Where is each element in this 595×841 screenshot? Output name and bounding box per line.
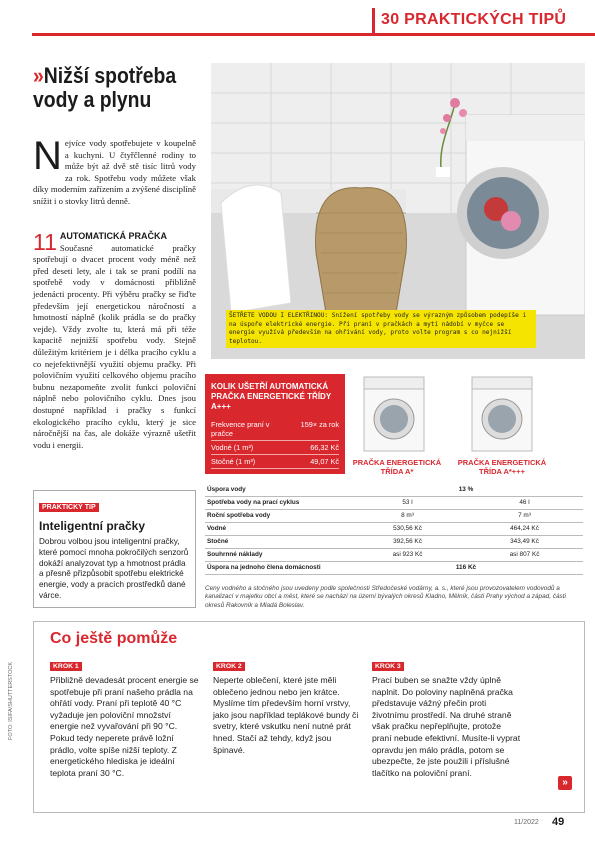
- table-row: [205, 509, 583, 522]
- step-1: [50, 655, 200, 779]
- step-tag: KROK 2: [213, 662, 245, 671]
- tip-tag: PRAKTICKÝ TIP: [39, 503, 99, 512]
- table-row: [205, 483, 583, 496]
- savings-row-label: Vodné (1 m³): [211, 443, 254, 452]
- issue-number: 11/2022: [514, 819, 539, 826]
- header-rule: [32, 33, 595, 36]
- intro-paragraph: [33, 134, 196, 208]
- table-row-label: Spotřeba vody na prací cyklus: [205, 496, 349, 509]
- step-text: Přibližně devadesát procent energie se spotřebuje při praní našeho prádla na ohřátí vody. Praní při teplotě 40 °C vyžaduje jen poloviční množství energie než vyvařování při 90 °C. Pokud tedy neperete právě ložní prádlo, volte spíše nižší teploty. Z energetického hlediska je ideální teplota praní 30 °C.: [50, 675, 199, 778]
- table-cell-b: 46 l: [466, 496, 583, 509]
- washer-a-label: PRAČKA ENERGETICKÁ TŘÍDA A*: [352, 458, 442, 476]
- practical-tip-box: [33, 490, 196, 608]
- savings-row-value: 159× za rok: [300, 420, 339, 429]
- comparison-table: [205, 483, 583, 575]
- photo-credit: FOTO: ISIFA/SHUTTERSTOCK: [8, 661, 14, 740]
- tip-text: Dobrou volbou jsou inteligentní pračky, které pomocí mnoha pokročilých senzorů dokáží analyzovat typ a hmotnost prádla a přesně přizpůsobit spotřebu elektrické energie, vody a pracích prostředků dané várce.: [39, 537, 189, 600]
- continue-arrow-icon: »: [558, 776, 572, 790]
- table-row: [205, 548, 583, 561]
- table-cell-a: 392,56 Kč: [349, 535, 466, 548]
- table-cell-b: 343,49 Kč: [466, 535, 583, 548]
- intro-text: ejvíce vody spotřebujete v koupelně a kuchyni. U čtyřčlenné rodiny to může být až dvě stě tisíc litrů vody za rok. Spotřebu vody můžete však díky moderním zařízením a zvýšené disciplíně snížit i o stovky litrů denně.: [33, 138, 196, 206]
- page-number: 49: [552, 816, 565, 828]
- table-cell-b: 7 m³: [466, 509, 583, 522]
- tip-title: Inteligentní pračky: [39, 519, 146, 533]
- section-heading: AUTOMATICKÁ PRAČKA: [59, 231, 168, 241]
- table-row: [205, 535, 583, 548]
- savings-box-title: KOLIK UŠETŘÍ AUTOMATICKÁ PRAČKA ENERGETICKÉ TŘÍDY A+++: [211, 382, 332, 411]
- washer-a-image: [356, 375, 432, 453]
- photo-caption: ŠETŘETE VODOU I ELEKTŘINOU: Snížení spotřeby vody se výrazným způsobem podepíše i na úspoře elektrické energie. Při praní v pračkách a mytí nádobí v myčce se energie využívá především na ohřívání vody, proto volte program s co nejnižší teplotou.: [226, 310, 536, 348]
- table-row-label: Úspora vody: [205, 483, 349, 496]
- savings-row: [211, 441, 339, 455]
- step-text: Prací buben se snažte vždy úplně naplnit. Do poloviny naplněná pračka představuje vážný přečin proti životnímu prostředí. Na druhé straně však pračku nepřeplňujte, protože praní nebude efektivní. Musíte-li vyprat opravdu jen málo prádla, potom se ubezpečte, že jste použili i příslušné tlačítko na poloviční praní.: [372, 675, 521, 778]
- table-cell-a: 8 m³: [349, 509, 466, 522]
- table-cell-merged: 116 Kč: [349, 561, 583, 574]
- savings-row-label: Frekvence praní v pračce: [211, 420, 270, 438]
- section-number: 11: [33, 229, 57, 255]
- table-cell-a: 53 l: [349, 496, 466, 509]
- table-row: [205, 496, 583, 509]
- savings-row-value: 66,32 Kč: [310, 443, 339, 452]
- step-3: [372, 655, 522, 779]
- table-row-label: Roční spotřeba vody: [205, 509, 349, 522]
- table-row: [205, 561, 583, 574]
- article-title-text: Nižší spotřeba vody a plynu: [33, 63, 177, 112]
- help-title: Co ještě pomůže: [50, 630, 178, 647]
- table-cell-merged: 13 %: [349, 483, 583, 496]
- table-row-label: Úspora na jednoho člena domácnosti: [205, 561, 349, 574]
- drop-cap: N: [33, 134, 62, 178]
- table-cell-a: 530,56 Kč: [349, 522, 466, 535]
- table-footnote: Ceny vodného a stočného jsou uvedeny podle společnosti Středočeské vodárny, a. s., které jsou provozovatelem vodovodů a kanalizací v majetku obcí a měst, které se nachází na území bývalých okresů Kladno, Mělník, části Prahy východ a západ, části okresů Rakovník a Mladá Boleslav.: [205, 585, 566, 609]
- savings-row: [211, 418, 339, 441]
- washer-b-label: PRAČKA ENERGETICKÁ TŘÍDA A*+++: [457, 458, 547, 476]
- section-text: Současné automatické pračky spotřebují o dvacet procent vody méně než před deseti lety, ale i tak se praní podílí na spotřebě vody v domácnosti přibližně jedenácti procenty. Při výběru pračky se řiďte především její energetickou náročností a hmotností náplně (kolik prádla se do pračky vejde). Vždy zvolte tu, která má při téže kapacitě nejnižší spotřebu vody. Stejně důležitým kritériem je i délka pracího cyklu a co nejefektivnější využití objemu pračky. Při polovičním využití celkového objemu pracího bubnu nezapomeňte zvolit funkci poloviční náplně nebo polovičního cyklu. Dnes jsou dostupné například i pračky s funkcí ekologického pracího cyklu, který je sice náročnější na čas, ale dokáže výrazně ušetřit vodu i energii.: [33, 242, 196, 450]
- savings-row-label: Stočné (1 m³): [211, 457, 256, 466]
- table-cell-b: asi 807 Kč: [466, 548, 583, 561]
- section-banner-label: 30 PRAKTICKÝCH TIPŮ: [381, 11, 567, 28]
- savings-row-value: 49,07 Kč: [310, 457, 339, 466]
- step-2: [213, 655, 363, 756]
- table-row: [205, 522, 583, 535]
- table-cell-b: 464,24 Kč: [466, 522, 583, 535]
- article-title: [33, 64, 183, 112]
- step-tag: KROK 3: [372, 662, 404, 671]
- step-tag: KROK 1: [50, 662, 82, 671]
- section-banner: [372, 8, 595, 34]
- title-chevron-icon: »: [33, 63, 44, 88]
- washer-b-image: [464, 375, 540, 453]
- step-text: Neperte oblečení, které jste měli oblečeno jednou nebo jen krátce. Myslíme tím především horní vrstvy, jako jsou například teplákové bundy či svetry, které vskutku není nutné prát hned. Stačí až tehdy, když jsou špinavé.: [213, 675, 359, 755]
- table-row-label: Stočné: [205, 535, 349, 548]
- table-cell-a: asi 923 Kč: [349, 548, 466, 561]
- savings-box: [205, 374, 345, 474]
- table-row-label: Vodné: [205, 522, 349, 535]
- section-11: [33, 231, 196, 451]
- savings-row: [211, 455, 339, 469]
- table-row-label: Souhrnné náklady: [205, 548, 349, 561]
